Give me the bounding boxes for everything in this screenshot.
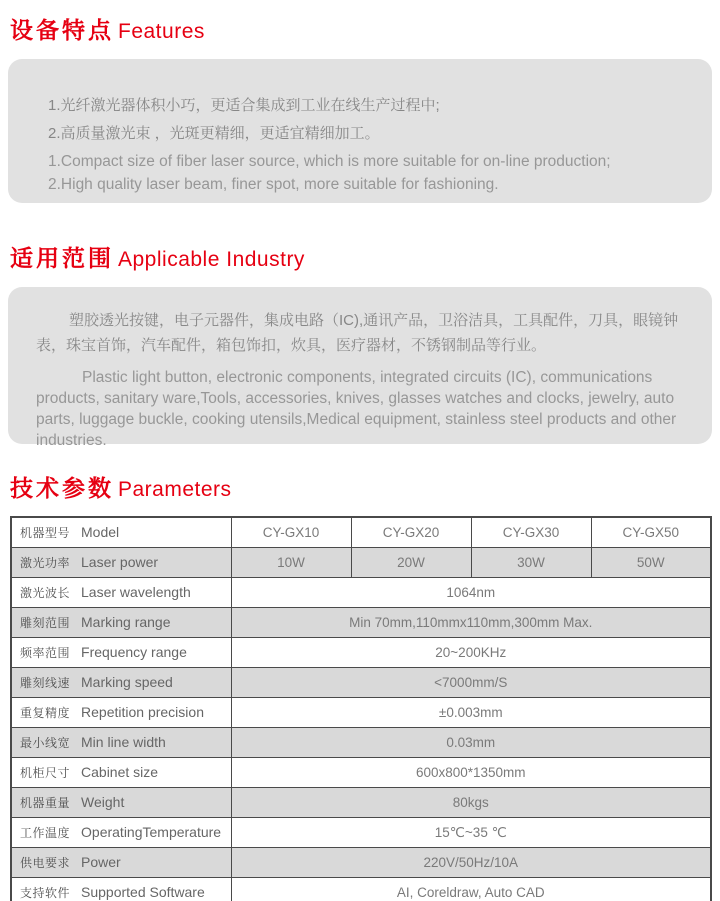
param-label-zh: 激光波长 [20, 585, 71, 600]
features-title-zh: 设备特点 [10, 17, 114, 43]
param-value: 1064nm [231, 578, 711, 608]
features-zh-line-2: 2.高质量激光束 ，光斑更精细，更适宜精细加工。 [48, 125, 380, 142]
param-label-zh: 工作温度 [20, 825, 71, 840]
param-value: 600x800*1350mm [231, 758, 711, 788]
param-label [11, 608, 231, 638]
param-label-zh: 雕刻范围 [20, 615, 71, 630]
param-value: CY-GX30 [471, 517, 591, 548]
param-label-zh: 频率范围 [20, 645, 71, 660]
param-value: 20~200KHz [231, 638, 711, 668]
table-row-supported-software [11, 878, 711, 901]
parameters-title-zh: 技术参数 [10, 475, 114, 501]
param-label [11, 578, 231, 608]
param-label-zh: 雕刻线速 [20, 675, 71, 690]
table-row-marking-speed [11, 668, 711, 698]
param-value: 15℃~35 ℃ [231, 818, 711, 848]
param-label-en: Laser power [81, 553, 159, 570]
param-label-en: Supported Software [81, 883, 205, 900]
param-label-en: Weight [81, 793, 125, 810]
features-title-en: Features [118, 20, 205, 43]
parameters-section-title [0, 470, 720, 503]
features-box [8, 59, 712, 203]
features-zh-line-1: 1.光纤激光器体积小巧，更适合集成到工业在线生产过程中; [48, 97, 440, 114]
industry-title-zh: 适用范围 [10, 245, 114, 271]
param-label-zh: 支持软件 [20, 885, 71, 900]
param-label-zh: 激光功率 [20, 555, 71, 570]
parameters-title-en: Parameters [118, 478, 232, 501]
param-label [11, 668, 231, 698]
param-label-zh: 最小线宽 [20, 735, 71, 750]
param-label-en: Power [81, 853, 121, 870]
table-row-model [11, 517, 711, 548]
param-value: 50W [591, 548, 711, 578]
param-label-en: Min line width [81, 733, 166, 750]
features-en-block [48, 150, 682, 196]
param-label [11, 878, 231, 901]
param-label [11, 548, 231, 578]
param-label-en: Cabinet size [81, 763, 159, 780]
param-value: CY-GX50 [591, 517, 711, 548]
param-label-en: Laser wavelength [81, 583, 191, 600]
industry-title-en: Applicable Industry [118, 248, 305, 271]
table-row-min-line-width [11, 728, 711, 758]
industry-section-title [0, 240, 720, 273]
param-label-zh: 供电要求 [20, 855, 71, 870]
param-value: 20W [351, 548, 471, 578]
table-row-wavelength [11, 578, 711, 608]
param-label [11, 848, 231, 878]
param-label [11, 788, 231, 818]
param-label [11, 758, 231, 788]
param-label-en: Frequency range [81, 643, 187, 660]
param-value: ±0.003mm [231, 698, 711, 728]
param-label [11, 728, 231, 758]
param-value: CY-GX20 [351, 517, 471, 548]
table-row-weight [11, 788, 711, 818]
param-label [11, 638, 231, 668]
table-row-laser-power [11, 548, 711, 578]
table-row-marking-range [11, 608, 711, 638]
param-value: 0.03mm [231, 728, 711, 758]
param-value: Min 70mm,110mmx110mm,300mm Max. [231, 608, 711, 638]
industry-box [8, 287, 712, 449]
param-label [11, 517, 231, 548]
param-label [11, 818, 231, 848]
parameters-table [10, 516, 712, 901]
param-label-en: Marking speed [81, 673, 173, 690]
table-row-operating-temperature [11, 818, 711, 848]
param-value: 220V/50Hz/10A [231, 848, 711, 878]
features-en-line-1: 1.Compact size of fiber laser source, which is more suitable for on-line production; [48, 153, 611, 170]
table-row-frequency-range [11, 638, 711, 668]
param-value: 10W [231, 548, 351, 578]
features-section-title [0, 0, 720, 45]
param-label-en: OperatingTemperature [81, 823, 222, 840]
table-row-power [11, 848, 711, 878]
industry-en-paragraph: Plastic light button, electronic components, integrated circuits (IC), communications products, sanitary ware,Tools, accessories, knives, glasses watches and clocks, jewelry, auto parts, luggage buckle, cooking utensils,Medical equipment, stainless steel products and other industries. [36, 369, 677, 449]
table-row-cabinet-size [11, 758, 711, 788]
table-row-repetition-precision [11, 698, 711, 728]
param-label [11, 698, 231, 728]
param-label-zh: 机柜尺寸 [20, 765, 71, 780]
param-label-en: Model [81, 523, 120, 540]
param-label-zh: 重复精度 [20, 705, 71, 720]
param-label-zh: 机器型号 [20, 525, 71, 540]
param-label-en: Marking range [81, 613, 171, 630]
param-value: AI, Coreldraw, Auto CAD [231, 878, 711, 901]
param-value: 30W [471, 548, 591, 578]
industry-zh-paragraph: 塑胶透光按键，电子元器件，集成电路（IC),通讯产品，卫浴洁具，工具配件，刀具，眼镜钟表，珠宝首饰，汽车配件，箱包饰扣，炊具，医疗器材，不锈钢制品等行业。 [36, 312, 679, 354]
param-label-en: Repetition precision [81, 703, 204, 720]
features-en-line-2: 2.High quality laser beam, finer spot, more suitable for fashioning. [48, 176, 499, 193]
param-value: CY-GX10 [231, 517, 351, 548]
param-label-zh: 机器重量 [20, 795, 71, 810]
param-value: <7000mm/S [231, 668, 711, 698]
param-value: 80kgs [231, 788, 711, 818]
